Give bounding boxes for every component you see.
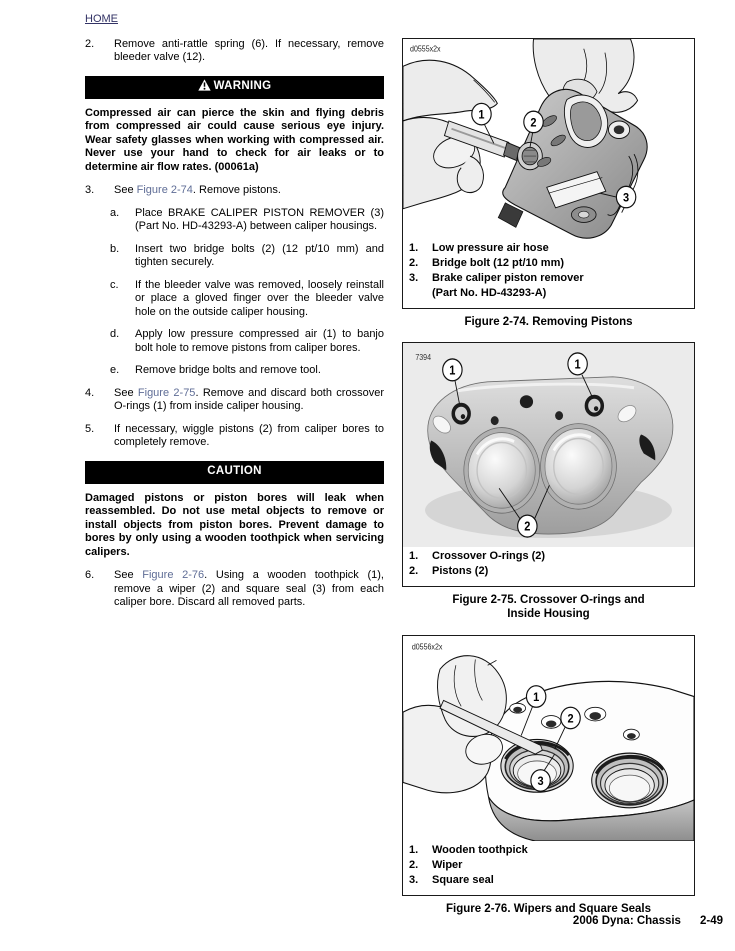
figure-2-76-link[interactable]: Figure 2-76 [142,569,205,581]
svg-text:2: 2 [530,115,537,130]
step-text-suffix: . Remove and discard both crossover O-rings (1) from inside caliper housing. [114,386,384,412]
legend-text: Crossover O-rings (2) [432,550,546,562]
legend-text: Square seal [432,874,494,886]
step-text-suffix: . Remove pistons. [192,184,281,196]
substep-text: Apply low pressure compressed air (1) to banjo bolt hole to remove pistons from caliper bores. [135,328,384,354]
warning-banner [85,76,384,99]
figure-id-label: 7394 [415,352,432,363]
figures-column [402,38,695,929]
figure-2-74-box [402,38,695,309]
svg-text:1: 1 [449,363,456,378]
figure-id-label: d0556x2x [411,642,443,652]
substep-text: Insert two bridge bolts (2) (12 pt/10 mm) and tighten securely. [135,242,384,268]
figure-2-76-box [402,635,695,896]
legend-num: 2. [409,257,419,269]
figure-2-74-legend [403,239,694,308]
figure-2-75-legend [403,547,694,586]
step-2 [85,38,384,65]
legend-num: 2. [409,565,419,577]
step-text [114,387,384,414]
step-text [114,569,384,610]
footer-manual-title: 2006 Dyna: Chassis [572,915,681,927]
substep-3c [110,279,384,320]
substep-letter: b. [110,242,120,255]
svg-text:3: 3 [623,190,630,205]
figure-2-75-link[interactable]: Figure 2-75 [137,386,196,399]
figure-2-74-illustration [403,39,694,239]
legend-num: 3. [409,874,419,886]
home-link[interactable]: HOME [85,13,118,25]
substep-letter: a. [110,206,120,219]
svg-text:1: 1 [574,357,581,372]
step-text-suffix: . Using a wooden toothpick (1), remove a wiper (2) and square seal (3) from each caliper bore. Discard all removed parts. [114,569,384,608]
legend-num: 3. [409,272,419,284]
step-number: 6. [85,569,95,581]
substep-letter: d. [110,328,120,340]
legend-text: Bridge bolt (12 pt/10 mm) [432,257,565,269]
step-text: If necessary, wiggle pistons (2) from caliper bores to completely remove. [114,422,384,448]
svg-text:1: 1 [478,108,485,122]
substep-3a [110,207,384,234]
step-3 [85,184,384,198]
figure-2-76-caption: Figure 2-76. Wipers and Square Seals [445,903,652,915]
page-footer [573,915,723,927]
legend-text: Wooden toothpick [432,844,528,856]
footer-page-number: 2-49 [699,915,723,927]
warning-body: Compressed air can pierce the skin and flying debris from compressed air could cause serious eye injury. Wear safety glasses when working with compressed air. Never use your hand to check for air leaks or to determine air flow rates. (00061a) [85,106,384,173]
svg-text:1: 1 [533,690,540,705]
step-number: 2. [85,37,95,50]
substep-3e [110,364,384,378]
caution-banner [85,461,384,484]
figure-2-76-illustration [403,636,694,841]
figure-2-75-caption-line1: Figure 2-75. Crossover O-rings and [452,594,645,606]
figure-2-76-legend [403,841,694,895]
step-text: Remove anti-rattle spring (6). If necessary, remove bleeder valve (12). [114,37,384,63]
legend-num: 1. [409,844,419,856]
substep-3b [110,243,384,270]
legend-text: Pistons (2) [432,565,489,577]
step-text [114,184,384,198]
caution-title: CAUTION [207,465,262,478]
step-text-prefix: See [114,569,143,581]
figure-2-74-caption: Figure 2-74. Removing Pistons [464,316,633,328]
legend-text: Brake caliper piston remover [432,272,584,284]
legend-text: Wiper [432,859,463,871]
step-number: 4. [85,386,95,399]
figure-2-74-link[interactable]: Figure 2-74 [136,184,193,196]
caution-body: Damaged pistons or piston bores will leak when reassembled. Do not use metal objects to remove or install objects from piston bores. Prevent damage to bores by only using a wooden toothpick when servicing calipers. [85,491,384,558]
substep-3d [110,328,384,355]
svg-text:3: 3 [537,774,544,789]
svg-text:2: 2 [567,711,574,726]
legend-num: 1. [409,550,419,562]
figure-2-75-caption-line2: Inside Housing [507,608,590,620]
legend-num: 1. [409,242,419,254]
warning-triangle-icon [198,79,211,96]
step-5 [85,423,384,450]
legend-num: 2. [409,859,419,871]
figure-2-75-box [402,342,695,587]
figure-2-75-photo [403,343,694,547]
substep-text: If the bleeder valve was removed, loosely reinstall or place a gloved finger over the bleeder valve hole on the outside caliper housing. [135,278,384,318]
legend-text-continued: (Part No. HD-43293-A) [432,287,547,299]
substep-letter: c. [110,278,119,291]
step-4 [85,387,384,414]
substep-text: Place BRAKE CALIPER PISTON REMOVER (3) (Part No. HD-43293-A) between caliper housings. [135,206,384,232]
warning-title: WARNING [213,80,272,93]
legend-text: Low pressure air hose [432,242,549,254]
step-6 [85,569,384,610]
figure-id-label: d0555x2x [410,44,441,54]
step-number: 3. [85,184,95,196]
substep-text: Remove bridge bolts and remove tool. [135,364,321,376]
substep-letter: e. [110,364,120,376]
step-number: 5. [85,422,95,435]
svg-text:2: 2 [524,519,531,534]
step-text-prefix: See [114,184,137,196]
step-text-prefix: See [114,386,138,399]
procedure-text-column [85,13,384,619]
